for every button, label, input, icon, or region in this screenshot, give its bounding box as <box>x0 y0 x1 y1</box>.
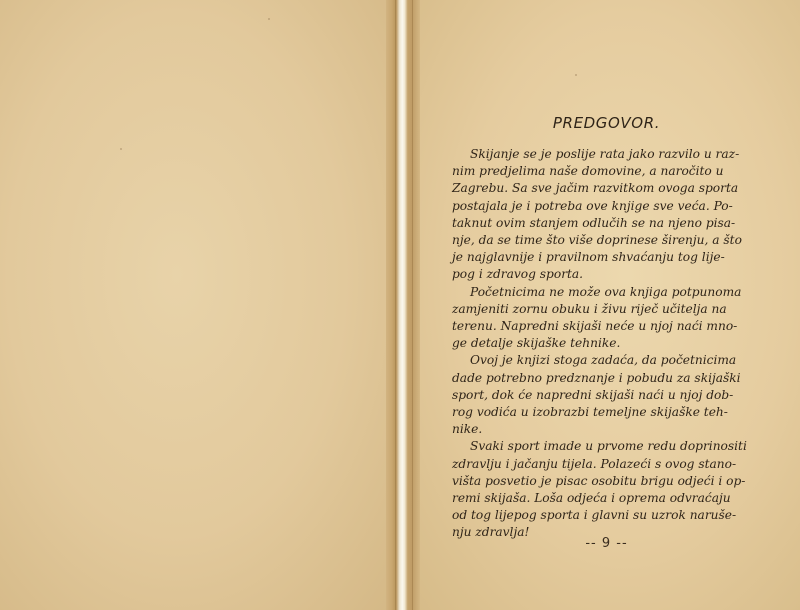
text-line: sport, dok će napredni skijaši naći u njoj dob- <box>452 387 734 402</box>
text-line: od tog lijepog sporta i glavni su uzrok naruše- <box>452 508 737 523</box>
text-line: višta posvetio je pisac osobitu brigu odjeći i op- <box>452 473 746 488</box>
text-line: nje, da se time što više doprinese širenju, a što <box>452 233 742 248</box>
text-line: pog i zdravog sporta. <box>452 267 584 282</box>
text-line: zdravlju i jačanju tijela. Polazeći s ovog stano- <box>452 456 737 471</box>
text-line: rog vodića u izobrazbi temeljne skijaške teh- <box>452 405 728 420</box>
gutter-crease <box>412 0 413 610</box>
text-line: ge detalje skijaške tehnike. <box>452 336 621 351</box>
text-line: Početnicima ne može ova knjiga potpunoma <box>470 284 742 299</box>
text-line: dade potrebno predznanje i pobudu za skijaški <box>452 370 741 385</box>
paper-speck <box>575 74 577 76</box>
book-gutter <box>386 0 420 610</box>
paper-speck <box>120 148 122 150</box>
text-line: terenu. Napredni skijaši neće u njoj naći mno- <box>452 319 738 334</box>
text-line: Svaki sport imade u prvome redu doprinositi <box>470 439 747 454</box>
text-line: Skijanje se je poslije rata jako razvilo u raz- <box>470 147 740 161</box>
text-line: taknut ovim stanjem odlučih se na njeno pisa- <box>452 215 736 230</box>
text-line: nim predjelima naše domovine, a naročito u <box>452 164 724 179</box>
text-line: nike. <box>452 422 483 437</box>
paper-speck <box>268 18 270 20</box>
text-line: postajala je i potreba ove knjige sve veća. Po- <box>452 198 733 213</box>
text-line: je najglavnije i pravilnom shvaćanju tog lije- <box>452 250 725 265</box>
page-number: -- 9 -- <box>585 536 628 551</box>
text-line: zamjeniti zornu obuku i živu riječ učitelja na <box>452 301 727 316</box>
left-page-blank <box>0 0 393 610</box>
text-line: Zagrebu. Sa sve jačim razvitkom ovoga sporta <box>452 181 739 196</box>
text-line: remi skijaša. Loša odjeća i oprema odvraćaju <box>452 491 731 506</box>
body-text <box>452 146 752 542</box>
gutter-crease <box>395 0 396 610</box>
text-line: Ovoj je knjizi stoga zadaća, da početnicima <box>470 353 737 368</box>
text-line: nju zdravlja! <box>452 525 530 540</box>
page-title: PREDGOVOR. <box>552 114 661 132</box>
